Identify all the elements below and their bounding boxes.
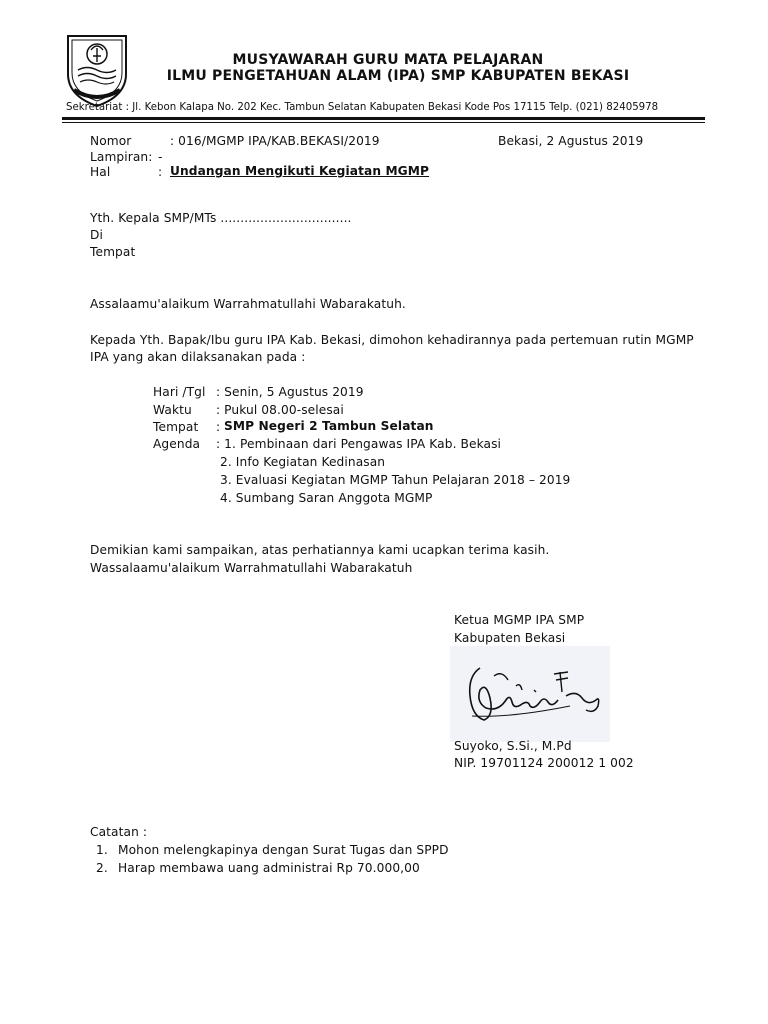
hal-subject: Undangan Mengikuti Kegiatan MGMP [170,164,430,178]
body-paragraph-line-1: Kepada Yth. Bapak/Ibu guru IPA Kab. Bekasi, dimohon kehadirannya pada pertemuan rutin MGMP [90,333,694,347]
letterhead-line-1: MUSYAWARAH GURU MATA PELAJARAN [232,52,544,68]
signatory-title-1: Ketua MGMP IPA SMP [454,613,585,627]
signatory-title-2: Kabupaten Bekasi [454,631,566,645]
note-number: 2. [96,861,108,875]
regency-logo [60,30,134,110]
lampiran-value: - [158,150,163,164]
closing-line-1: Demikian kami sampaikan, atas perhatiannya kami ucapkan terima kasih. [90,543,550,557]
waktu-label: Waktu [153,403,192,417]
hari-value: : Senin, 5 Agustus 2019 [216,385,364,399]
notes-heading: Catatan : [90,825,148,839]
recipient-line-2: Di [90,228,103,242]
tempat-colon: : [216,420,221,434]
hal-colon: : [158,165,163,179]
recipient-line-3: Tempat [90,245,136,259]
closing-line-2: Wassalaamu'alaikum Warrahmatullahi Wabarakatuh [90,561,413,575]
agenda-item: 3. Evaluasi Kegiatan MGMP Tahun Pelajaran 2018 – 2019 [220,473,571,487]
note-number: 1. [96,843,108,857]
signatory-nip: NIP. 19701124 200012 1 002 [454,756,634,770]
hal-label: Hal [90,165,111,179]
signatory-name: Suyoko, S.Si., M.Pd [454,739,572,753]
place-date: Bekasi, 2 Agustus 2019 [498,134,644,148]
nomor-value: : 016/MGMP IPA/KAB.BEKASI/2019 [170,134,380,148]
note-text: Harap membawa uang administrai Rp 70.000,00 [118,861,420,875]
nomor-label: Nomor [90,134,132,148]
lampiran-label: Lampiran: [90,150,153,164]
handwritten-signature [450,646,610,742]
agenda-item: 4. Sumbang Saran Anggota MGMP [220,491,433,505]
agenda-item: : 1. Pembinaan dari Pengawas IPA Kab. Bekasi [216,437,502,451]
tempat-value: SMP Negeri 2 Tambun Selatan [224,419,434,433]
letterhead-line-2: ILMU PENGETAHUAN ALAM (IPA) SMP KABUPATEN BEKASI [166,68,630,84]
secretariat-address: Sekretariat : Jl. Kebon Kalapa No. 202 Kec. Tambun Selatan Kabupaten Bekasi Kode Pos 17115 Telp. (021) 82405978 [66,102,659,113]
letterhead-rule-thin [62,122,705,123]
agenda-label: Agenda [153,437,201,451]
tempat-label: Tempat [153,420,199,434]
note-text: Mohon melengkapinya dengan Surat Tugas dan SPPD [118,843,449,857]
waktu-value: : Pukul 08.00-selesai [216,403,344,417]
letterhead-rule-thick [62,117,705,120]
body-paragraph-line-2: IPA yang akan dilaksanakan pada : [90,350,306,364]
hari-label: Hari /Tgl [153,385,206,399]
greeting: Assalaamu'alaikum Warrahmatullahi Wabarakatuh. [90,297,406,311]
recipient-line-1: Yth. Kepala SMP/MTs ................................. [90,211,352,225]
agenda-item: 2. Info Kegiatan Kedinasan [220,455,386,469]
